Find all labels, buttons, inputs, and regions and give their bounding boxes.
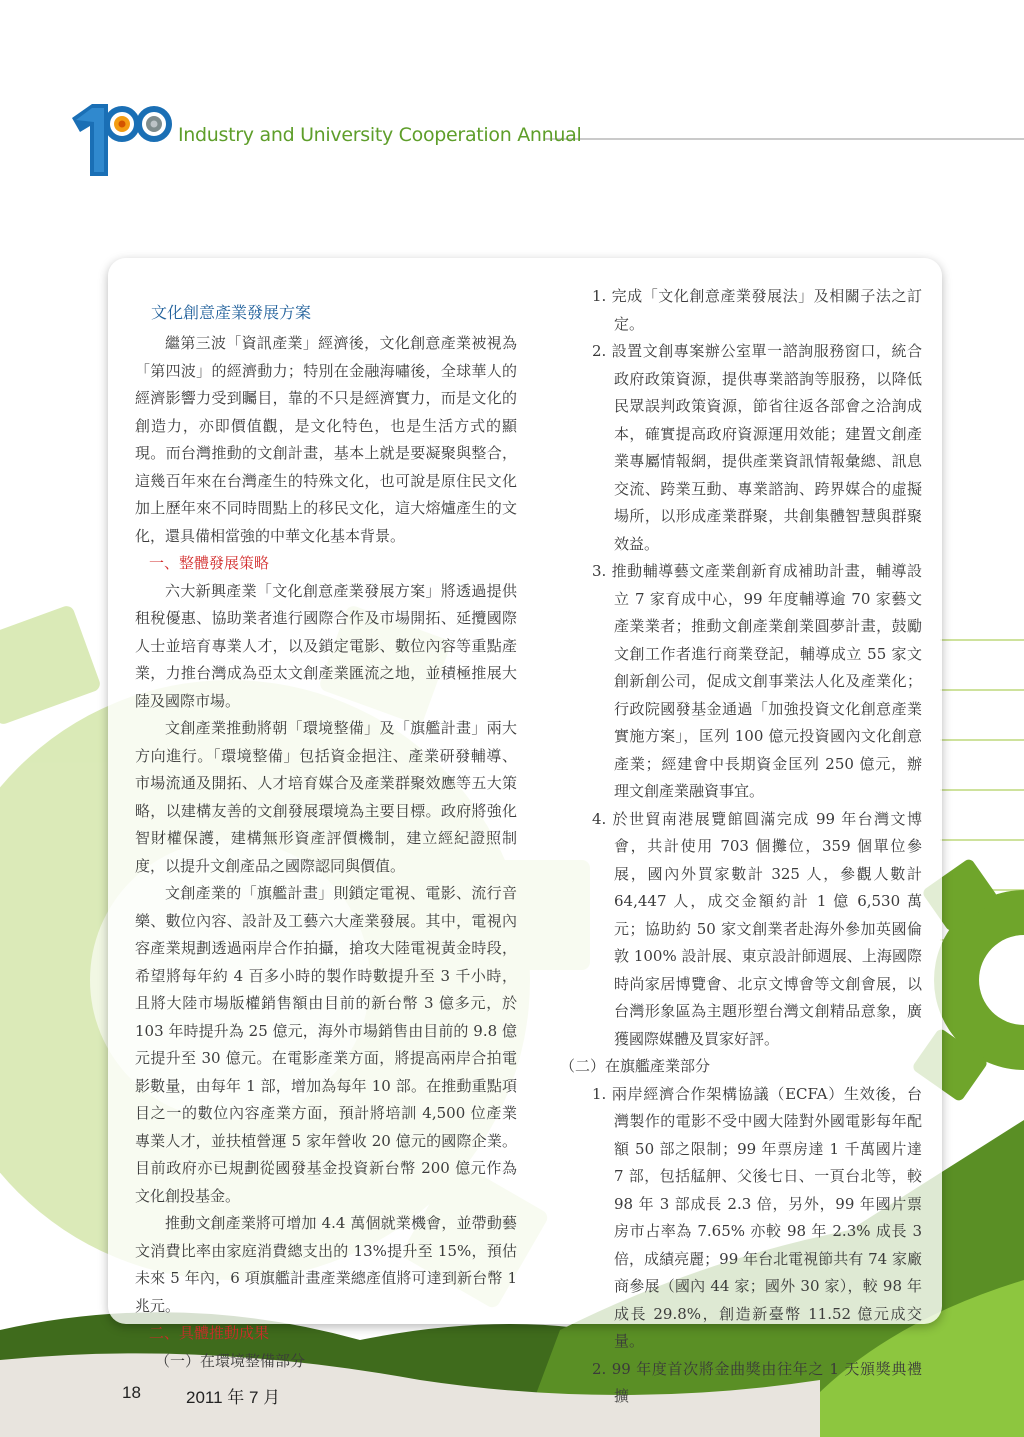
section2-sub1-heading: （一）在環境整備部分 bbox=[155, 1351, 306, 1370]
annual-title: Industry and University Cooperation Annual bbox=[178, 124, 582, 146]
section1-paragraph-2: 文創產業推動將朝「環境整備」及「旗艦計畫」兩大方向進行。「環境整備」包括資金挹注、產業研發輔導、市場流通及開拓、人才培育媒合及產業群聚效應等五大策略，以建構友善的文創發展環境為主要目標。政府將強化智財權保護，建構無形資產評價機制，建立經紀證照制度，以提升文創產品之國際認同與價值。 bbox=[135, 719, 517, 875]
section2-heading: 二、具體推動成果 bbox=[149, 1324, 270, 1342]
env-item-3: 3. 推動輔導藝文產業創新育成補助計畫，輔導設立 7 家育成中心，99 年度輔導逾 70 家藝文產業業者；推動文創產業創業圓夢計畫，鼓勵文創工作者進行商業登記，輔導成立 55 家文創新創公司，促成文創事業法人化及產業化；行政院國發基金通過「加強投資文化創意產業實施方案」，匡列 100 億元投資國內文化創意產業；經建會中長期資金匡列 250 億元，辦理文創產業融資事宜。 bbox=[592, 562, 922, 800]
right-column bbox=[560, 283, 922, 1411]
env-item-1: 1. 完成「文化創意產業發展法」及相關子法之訂定。 bbox=[592, 287, 922, 333]
env-item-4: 4. 於世貿南港展覽館圓滿完成 99 年台灣文博會，共計使用 703 個攤位，359 個單位參展，國內外買家數計 325 人，參觀人數計 64,447 人，成交金額約計 1 億 6,530 萬元；協助約 50 家文創業者赴海外參加英國倫敦 100% 設計展、東京設計師週展、上海國際時尚家居博覽會、北京文博會等文創會展，以台灣形象區為主題形塑台灣文創精品意象，廣獲國際媒體及買家好評。 bbox=[592, 809, 922, 1048]
page-number: 18 bbox=[122, 1383, 141, 1402]
flagship-item-1: 1. 兩岸經濟合作架構協議（ECFA）生效後，台灣製作的電影不受中國大陸對外國電影每年配額 50 部之限制；99 年票房達 1 千萬國片達 7 部，包括艋舺、父後七日、一頁台北等，較 98 年 3 部成長 2.3 倍，另外，99 年國片票房市占率為 7.65% 亦較 98 年 2.3% 成長 3 倍，成績亮麗；99 年台北電視節共有 74 家廠商參展（國內 44 家；國外 30 家），較 98 年成長 29.8%，創造新臺幣 11.52 億元成交量。 bbox=[592, 1084, 922, 1350]
issue-date: 2011 年 7 月 bbox=[186, 1388, 281, 1407]
flagship-item-2: 2. 99 年度首次將金曲獎由往年之 1 天頒獎典禮擴 bbox=[592, 1359, 922, 1405]
logo-100-icon bbox=[72, 104, 169, 176]
article-title: 文化創意產業發展方案 bbox=[151, 303, 312, 322]
section1-paragraph-4: 推動文創產業將可增加 4.4 萬個就業機會，並帶動藝文消費比率由家庭消費總支出的 13%提升至 15%，預估未來 5 年內，6 項旗艦計畫產業總產值將可達到新台幣 1 兆元。 bbox=[135, 1214, 517, 1315]
intro-paragraph: 繼第三波「資訊產業」經濟後，文化創意產業被視為「第四波」的經濟動力；特別在金融海嘯後，全球華人的經濟影響力受到矚目，靠的不只是經濟實力，而是文化的創造力，亦即價值觀，是文化特色，也是生活方式的顯現。而台灣推動的文創計畫，基本上就是要凝聚與整合，這幾百年來在台灣產生的特殊文化，也可說是原住民文化加上歷年來不同時間點上的移民文化，這大熔爐產生的文化，還具備相當強的中華文化基本背景。 bbox=[135, 334, 517, 545]
section2-sub2-heading: （二）在旗艦產業部分 bbox=[560, 1057, 711, 1075]
section1-heading: 一、整體發展策略 bbox=[149, 554, 270, 572]
env-item-2: 2. 設置文創專案辦公室單一諮詢服務窗口，統合政府政策資源，提供專業諮詢等服務，以降低民眾誤判政策資源，節省往返各部會之洽詢成本，確實提高政府資源運用效能；建置文創產業專屬情報網，提供產業資訊情報彙總、訊息交流、跨業互動、專業諮詢、跨界媒合的虛擬場所，以形成產業群聚，共創集體智慧與群聚效益。 bbox=[592, 342, 922, 553]
section1-paragraph-3: 文創產業的「旗艦計畫」則鎖定電視、電影、流行音樂、數位內容、設計及工藝六大產業發展。其中，電視內容產業規劃透過兩岸合作拍攝，搶攻大陸電視黃金時段，希望將每年約 4 百多小時的製作時數提升至 3 千小時，且將大陸市場版權銷售額由目前的新台幣 3 億多元，於 103 年時提升為 25 億元，海外市場銷售由目前的 9.8 億元提升至 30 億元。在電影產業方面，將提高兩岸合拍電影數量，由每年 1 部，增加為每年 10 部。在推動重點項目之一的數位內容產業方面，預計將培訓 4,500 位產業專業人才，並扶植營運 5 家年營收 20 億元的國際企業。目前政府亦已規劃從國發基金投資新台幣 200 億元作為文化創投基金。 bbox=[135, 884, 517, 1205]
section1-paragraph-1: 六大新興產業「文化創意產業發展方案」將透過提供租稅優惠、協助業者進行國際合作及市場開拓、延攬國際人士並培育專業人才，以及鎖定電影、數位內容等重點產業，力推台灣成為亞太文創產業匯流之地，並積極推展大陸及國際市場。 bbox=[135, 581, 517, 710]
left-column bbox=[135, 301, 517, 1375]
